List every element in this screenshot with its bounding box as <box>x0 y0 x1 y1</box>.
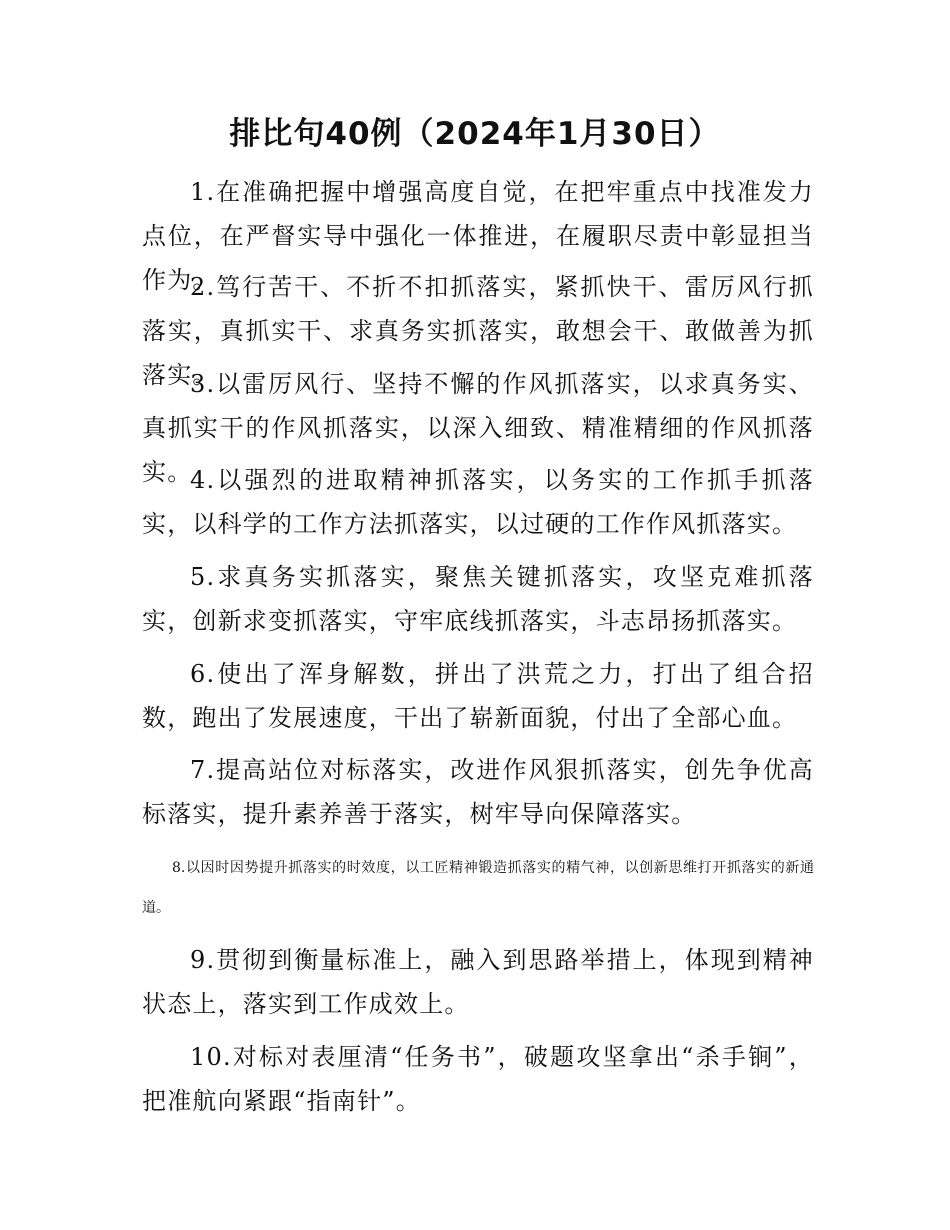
paragraph-5: 5.求真务实抓落实，聚焦关键抓落实，攻坚克难抓落实，创新求变抓落实，守牢底线抓落实，斗志昂扬抓落实。 <box>142 563 814 635</box>
paragraph-4: 4.以强烈的进取精神抓落实，以务实的工作抓手抓落实，以科学的工作方法抓落实，以过硬的工作作风抓落实。 <box>142 466 814 538</box>
paragraph-3: 3.以雷厉风行、坚持不懈的作风抓落实，以求真务实、真抓实干的作风抓落实，以深入细致、精准精细的作风抓落实。 <box>142 370 814 486</box>
paragraph-7: 7.提高站位对标落实，改进作风狠抓落实，创先争优高标落实，提升素养善于落实，树牢导向保障落实。 <box>142 756 814 828</box>
paragraph-10: 10.对标对表厘清“任务书”，破题攻坚拿出“杀手锏”，把准航向紧跟“指南针”。 <box>142 1043 814 1115</box>
paragraph-1: 1.在准确把握中增强高度自觉，在把牢重点中找准发力点位，在严督实导中强化一体推进，在履职尽责中彰显担当作为。 <box>142 178 814 294</box>
paragraph-9: 9.贯彻到衡量标准上，融入到思路举措上，体现到精神状态上，落实到工作成效上。 <box>142 946 814 1018</box>
document-title: 排比句40例（2024年1月30日） <box>229 116 721 152</box>
paragraph-6: 6.使出了浑身解数，拼出了洪荒之力，打出了组合招数，跑出了发展速度，干出了崭新面貌，付出了全部心血。 <box>142 660 814 732</box>
paragraph-2: 2.笃行苦干、不折不扣抓落实，紧抓快干、雷厉风行抓落实，真抓实干、求真务实抓落实，敢想会干、敢做善为抓落实。 <box>142 273 814 389</box>
paragraph-8: 8.以因时因势提升抓落实的时效度，以工匠精神锻造抓落实的精气神，以创新思维打开抓落实的新通道。 <box>142 860 814 916</box>
